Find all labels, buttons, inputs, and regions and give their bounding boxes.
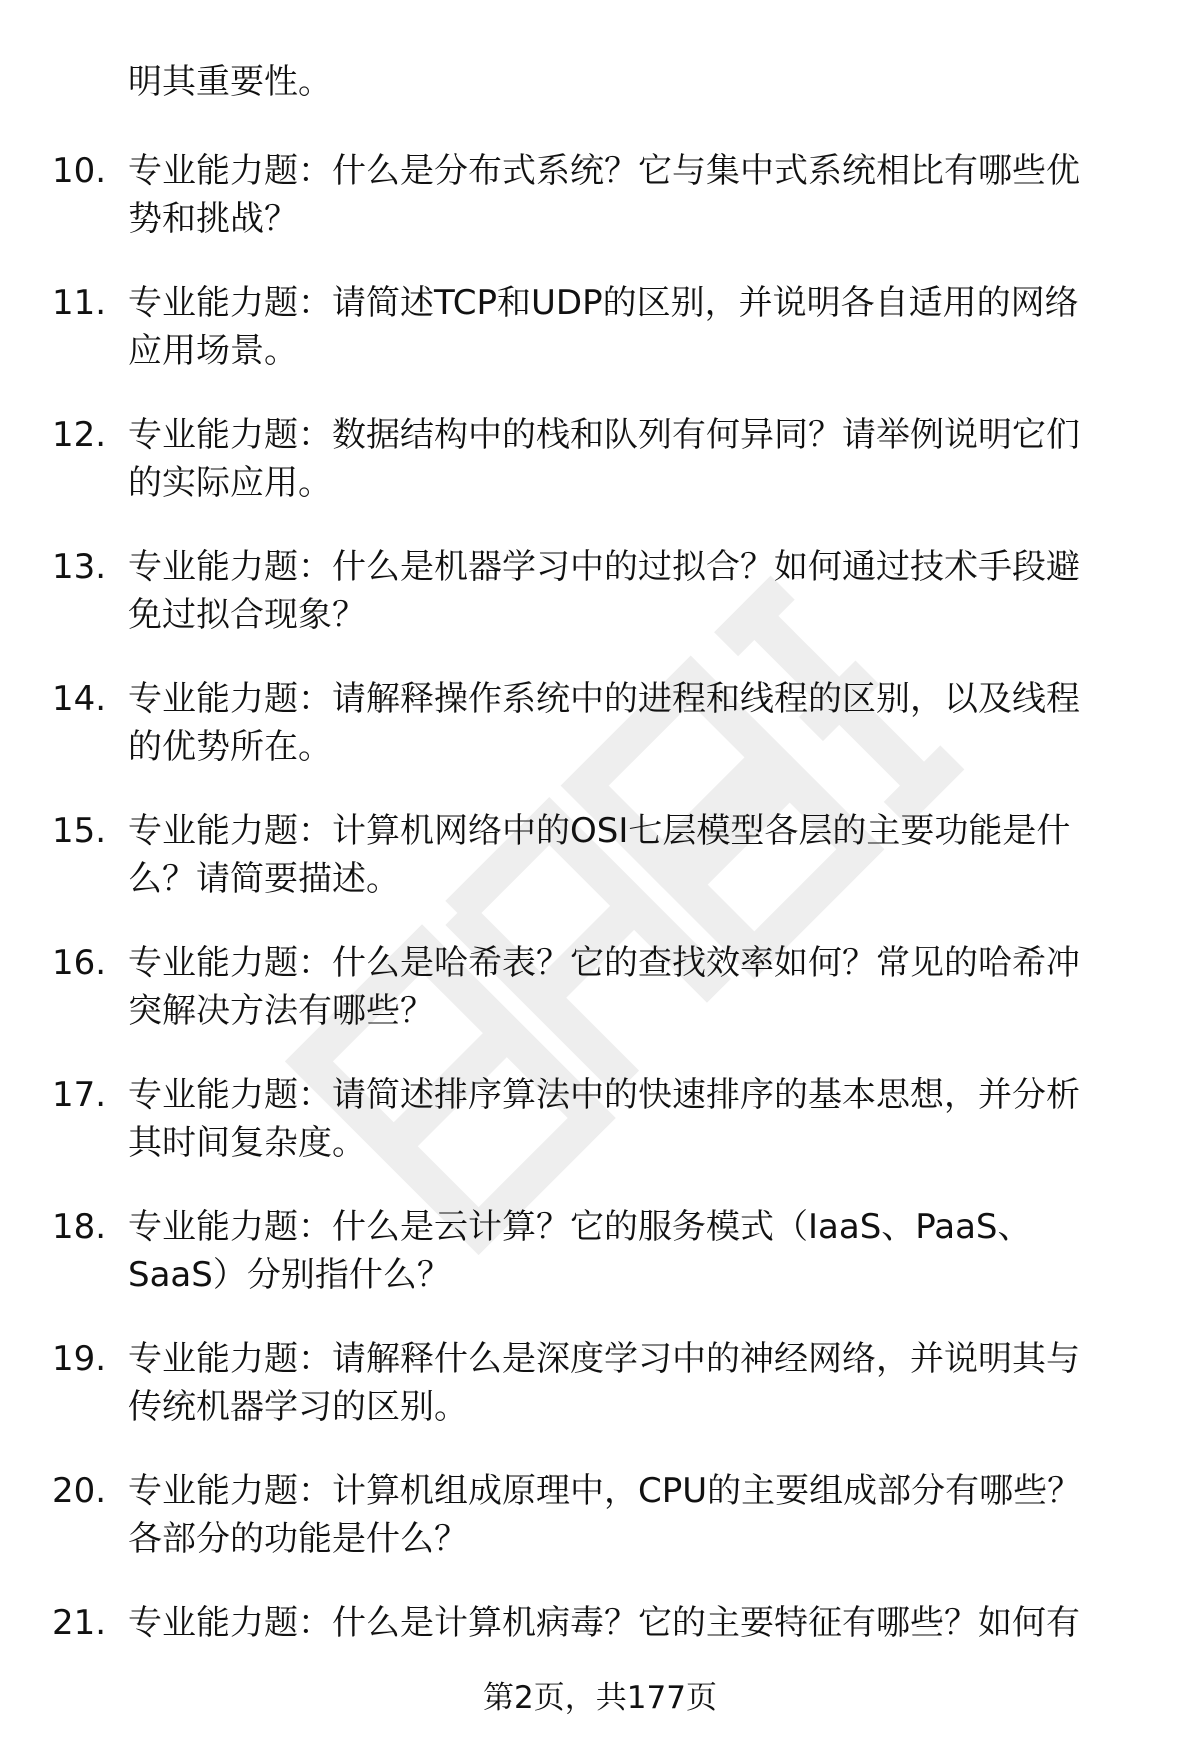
- page-footer: 第2页，共177页: [483, 1680, 717, 1716]
- question-text-line-1: 专业能力题：什么是哈希表？它的查找效率如何？常见的哈希冲: [128, 943, 1080, 983]
- question-number: 15.: [52, 811, 107, 851]
- question-item: [0, 1203, 1200, 1335]
- question-number: 20.: [52, 1471, 107, 1511]
- question-number: 13.: [52, 547, 107, 587]
- question-text-line-1: 专业能力题：请简述TCP和UDP的区别，并说明各自适用的网络: [128, 283, 1079, 323]
- question-number: 18.: [52, 1207, 107, 1247]
- question-text-line-2: 免过拟合现象？: [128, 595, 366, 635]
- question-item: [0, 807, 1200, 939]
- question-text-line-2: 么？请简要描述。: [128, 859, 400, 899]
- question-number: 17.: [52, 1075, 107, 1115]
- question-number: 10.: [52, 151, 107, 191]
- question-text-line-1: 专业能力题：请解释操作系统中的进程和线程的区别，以及线程: [128, 679, 1080, 719]
- question-text-line-1: 专业能力题：计算机网络中的OSI七层模型各层的主要功能是什: [128, 811, 1071, 851]
- question-number: 16.: [52, 943, 107, 983]
- question-item: [0, 411, 1200, 543]
- question-item: [0, 1335, 1200, 1467]
- question-text-line-2: 势和挑战？: [128, 199, 298, 239]
- question-text-line-1: 专业能力题：什么是云计算？它的服务模式（IaaS、PaaS、: [128, 1207, 1032, 1247]
- question-item: [0, 675, 1200, 807]
- question-number: 21.: [52, 1603, 107, 1643]
- question-text-line-1: 专业能力题：计算机组成原理中，CPU的主要组成部分有哪些？: [128, 1471, 1082, 1511]
- continued-text: 明其重要性。: [128, 62, 332, 102]
- question-text-line-1: 专业能力题：什么是计算机病毒？它的主要特征有哪些？如何有: [128, 1603, 1080, 1643]
- question-number: 11.: [52, 283, 107, 323]
- question-item: [0, 279, 1200, 411]
- question-number: 19.: [52, 1339, 107, 1379]
- question-item: [0, 543, 1200, 675]
- question-item: [0, 1071, 1200, 1203]
- question-text-line-1: 专业能力题：请简述排序算法中的快速排序的基本思想，并分析: [128, 1075, 1080, 1115]
- question-list: [0, 147, 1200, 1731]
- question-text-line-2: 的实际应用。: [128, 463, 332, 503]
- question-text-line-2: 应用场景。: [128, 331, 298, 371]
- question-text-line-2: 的优势所在。: [128, 727, 332, 767]
- question-item: [0, 939, 1200, 1071]
- question-text-line-2: 突解决方法有哪些？: [128, 991, 434, 1031]
- question-text-line-2: 其时间复杂度。: [128, 1123, 366, 1163]
- question-text-line-1: 专业能力题：数据结构中的栈和队列有何异同？请举例说明它们: [128, 415, 1080, 455]
- question-text-line-1: 专业能力题：什么是机器学习中的过拟合？如何通过技术手段避: [128, 547, 1080, 587]
- question-text-line-2: SaaS）分别指什么？: [128, 1255, 451, 1295]
- question-item: [0, 1467, 1200, 1599]
- question-number: 12.: [52, 415, 107, 455]
- question-text-line-1: 专业能力题：什么是分布式系统？它与集中式系统相比有哪些优: [128, 151, 1080, 191]
- question-item: [0, 147, 1200, 279]
- question-number: 14.: [52, 679, 107, 719]
- question-text-line-2: 各部分的功能是什么？: [128, 1519, 468, 1559]
- question-text-line-2: 传统机器学习的区别。: [128, 1387, 468, 1427]
- question-text-line-1: 专业能力题：请解释什么是深度学习中的神经网络，并说明其与: [128, 1339, 1080, 1379]
